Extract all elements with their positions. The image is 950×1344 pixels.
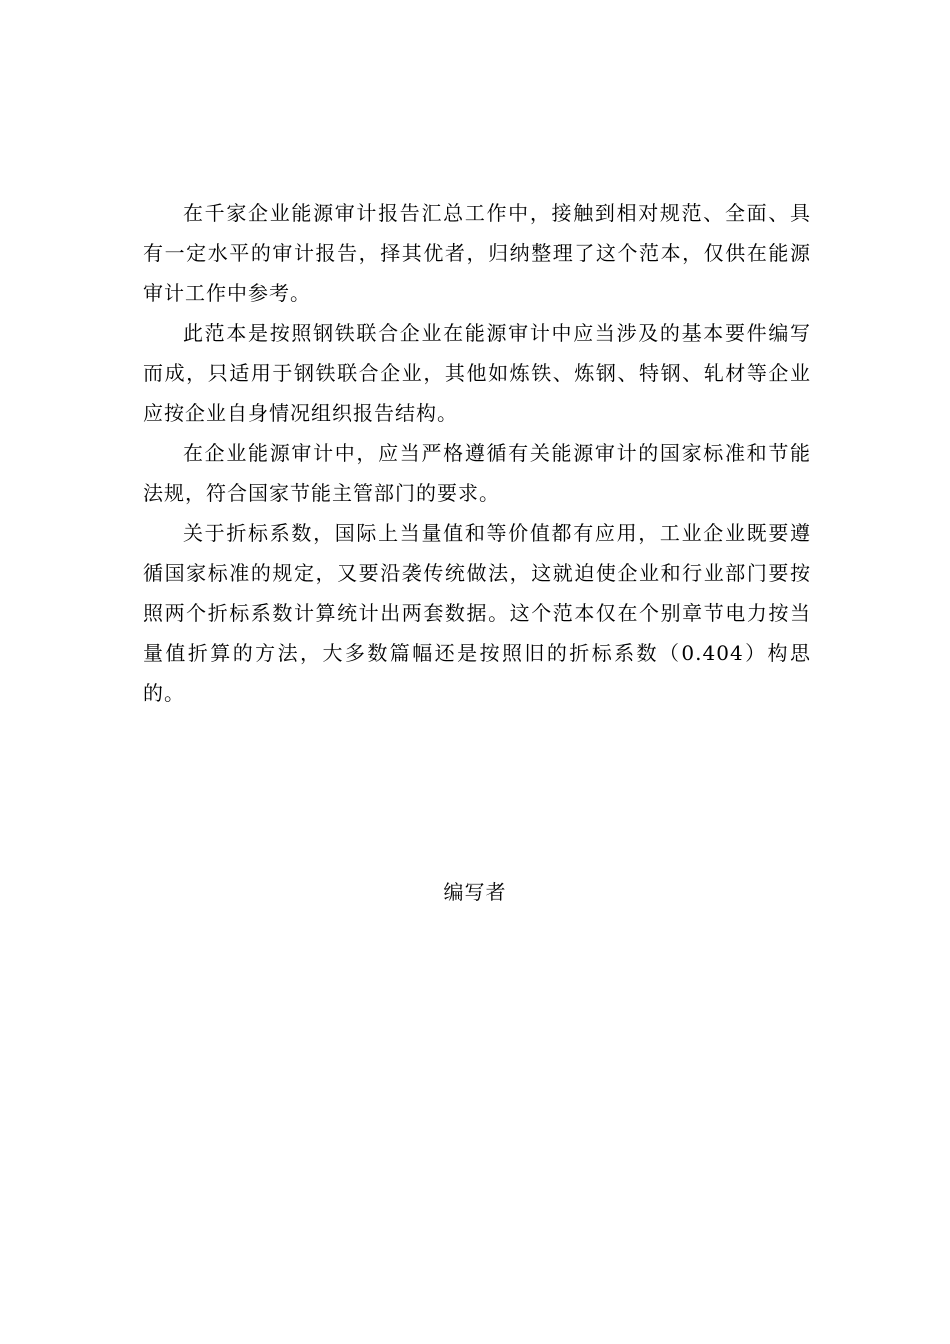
paragraph-3: 在企业能源审计中，应当严格遵循有关能源审计的国家标准和节能法规，符合国家节能主管部门的要求。: [143, 441, 811, 505]
paragraph-4: 关于折标系数，国际上当量值和等价值都有应用，工业企业既要遵循国家标准的规定，又要沿袭传统做法，这就迫使企业和行业部门要按照两个折标系数计算统计出两套数据。这个范本仅在个别章节电力按当量值折算的方法，大多数篇幅还是按照旧的折标系数（0.404）构思的。: [143, 521, 811, 705]
paragraph-1: 在千家企业能源审计报告汇总工作中，接触到相对规范、全面、具有一定水平的审计报告，择其优者，归纳整理了这个范本，仅供在能源审计工作中参考。: [143, 201, 811, 305]
preface-body: [143, 193, 811, 713]
author-signature: 编写者: [443, 880, 507, 904]
paragraph-2: 此范本是按照钢铁联合企业在能源审计中应当涉及的基本要件编写而成，只适用于钢铁联合企业，其他如炼铁、炼钢、特钢、轧材等企业应按企业自身情况组织报告结构。: [143, 321, 811, 425]
